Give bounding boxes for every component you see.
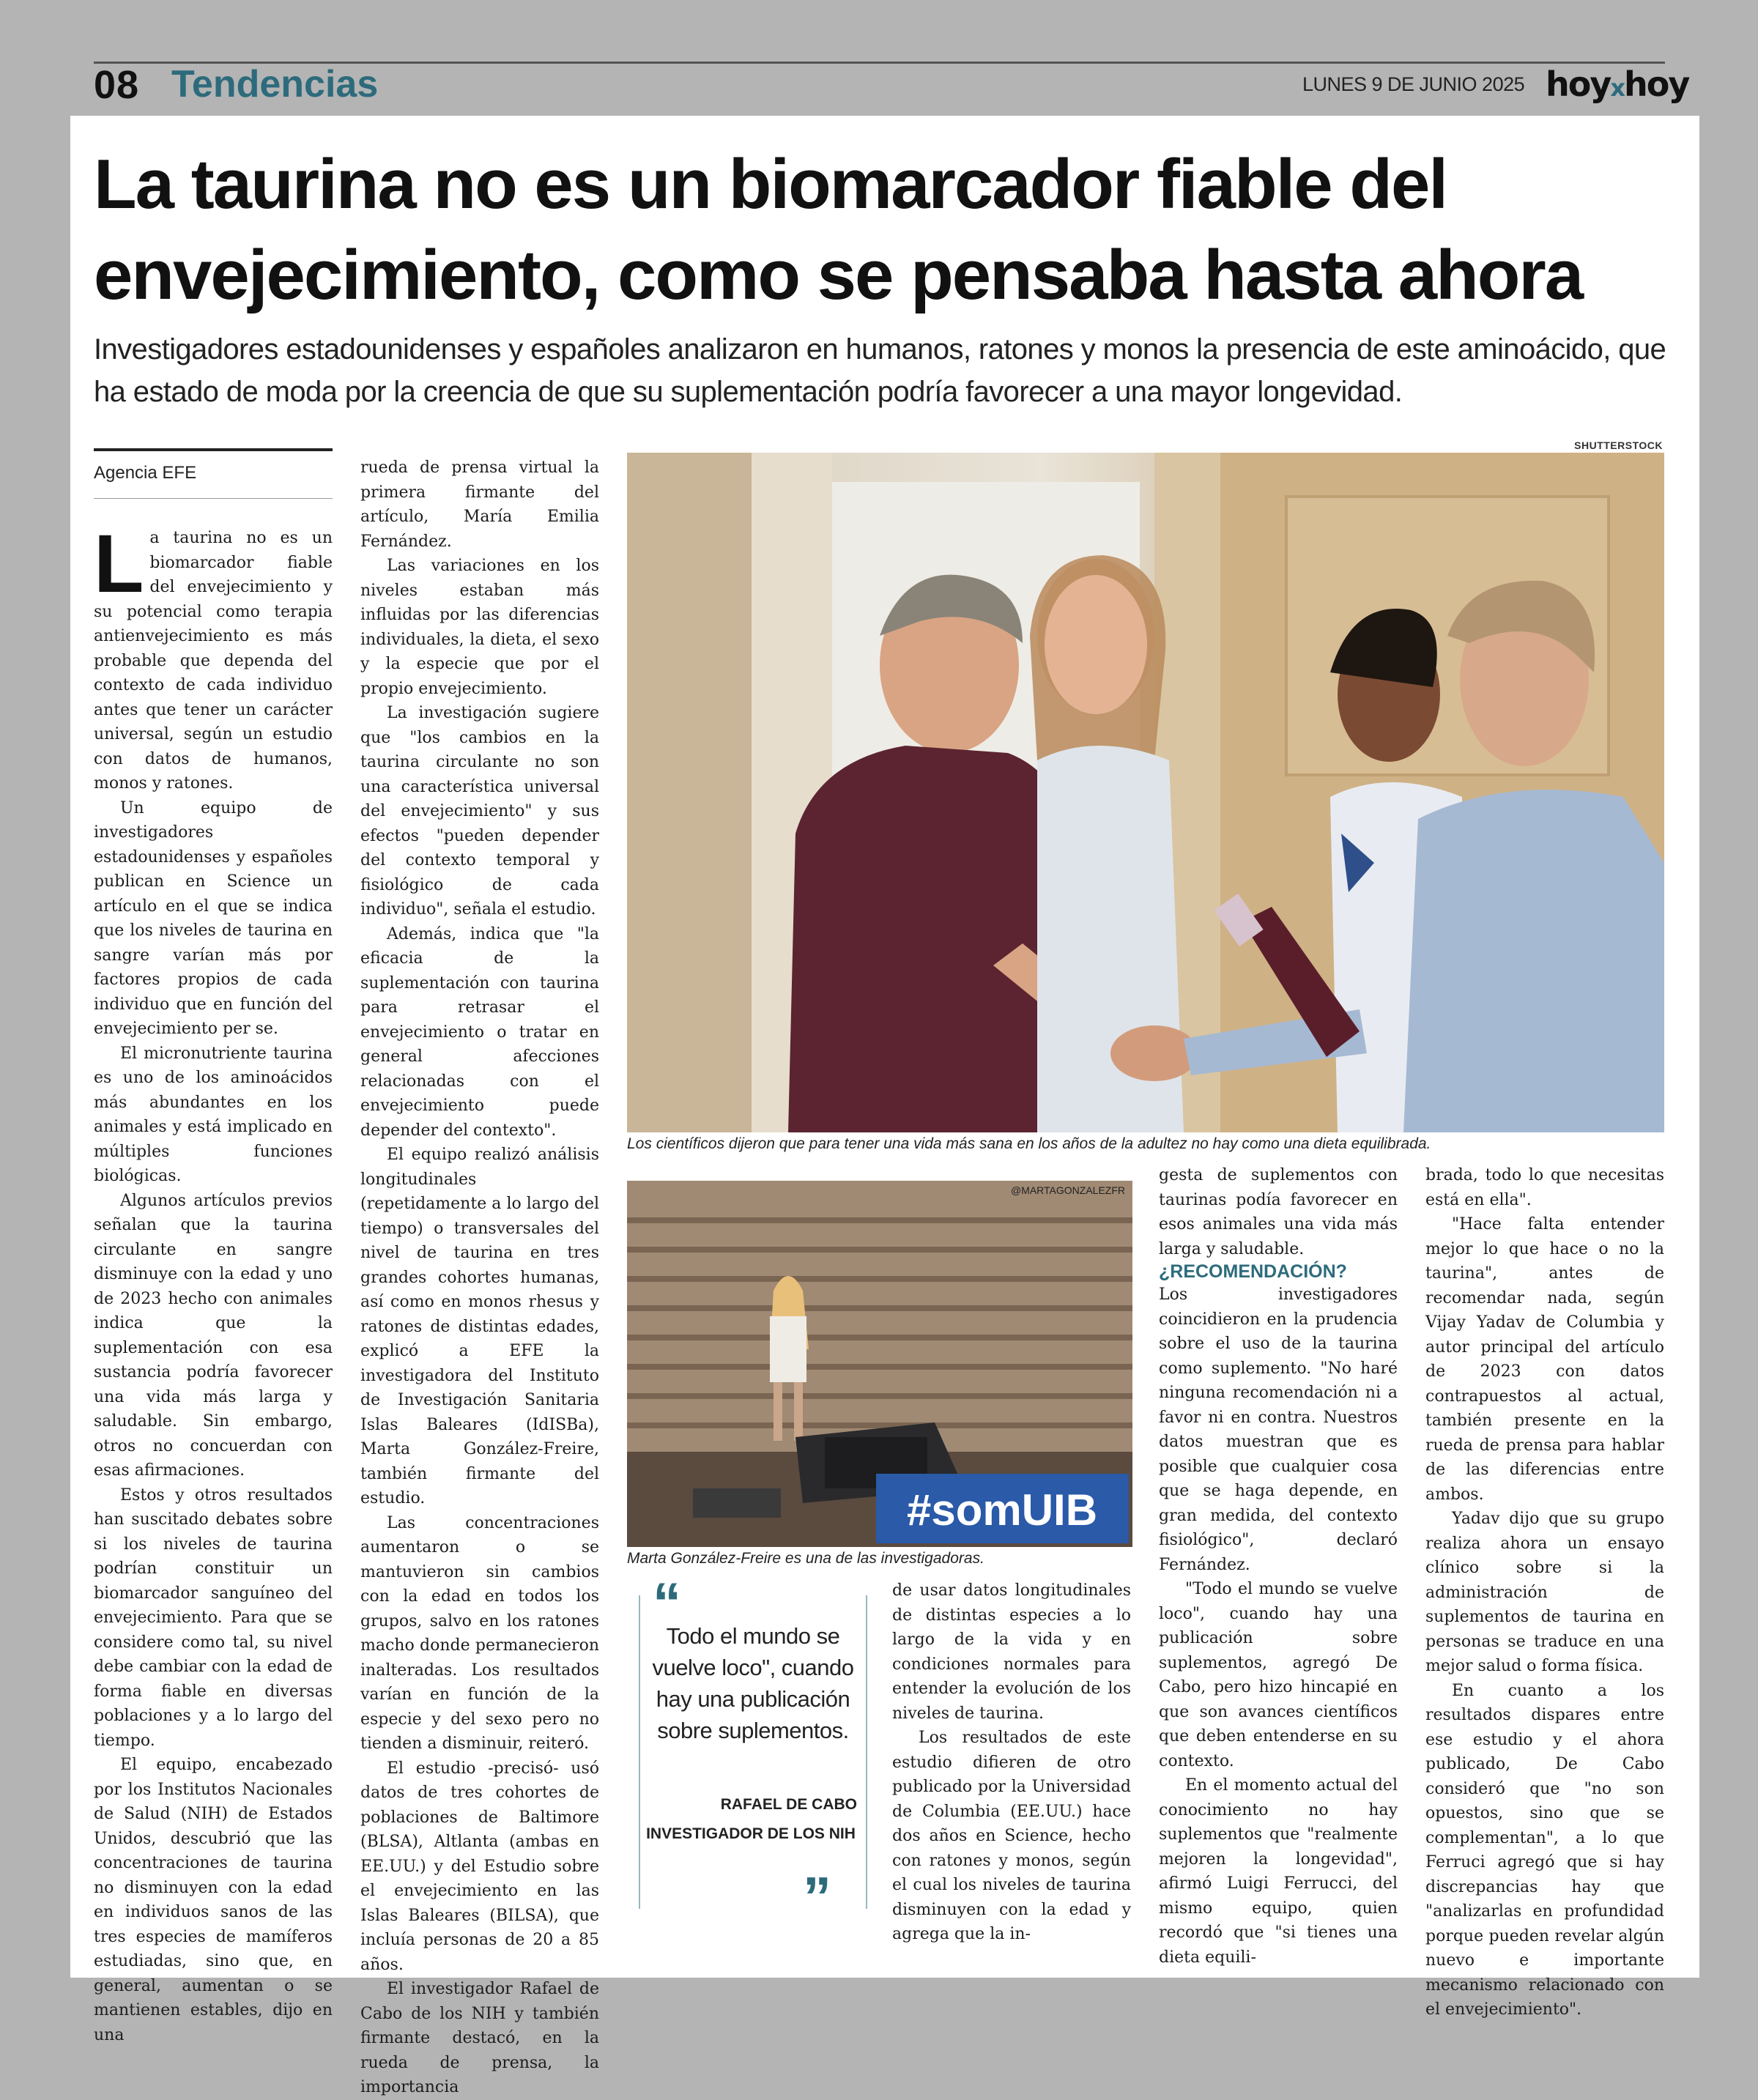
paragraph: La investigación sugiere que "los cambios en la taurina circulante no son una característica universal del envejecimiento" y sus efectos "pueden depender del contexto temporal y fisiológico de cada individuo", señala el estudio. xyxy=(360,704,599,919)
body-column-5 xyxy=(1425,1163,1664,2022)
paragraph: Algunos artículos previos señalan que la taurina circulante en sangre disminuye con la edad y uno de 2023 hecho con animales indica que la suplementación con esa sustancia podría favorecer una vida más larga y saludable. Sin embargo, otros no concuerdan con esas afirmaciones. xyxy=(94,1191,333,1480)
pull-quote-text: Todo el mundo se vuelve loco", cuando hay una publicación sobre suplementos. xyxy=(652,1623,854,1743)
body-column-1 xyxy=(94,518,333,2047)
paragraph: gesta de suplementos con taurinas podía favorecer en esos animales una vida más larga y saludable. xyxy=(1159,1166,1398,1258)
paragraph: El equipo realizó análisis longitudinales (repetidamente a lo largo del tiempo) o transversales del nivel de taurina en tres grandes cohortes humanas, así como en monos rhesus y ratones de distintas edades, explicó a EFE la investigadora del Instituto de Investigación Sanitaria Islas Baleares (IdISBa), Marta González-Freire, también firmante del estudio. xyxy=(360,1146,599,1507)
pull-quote-role: INVESTIGADOR DE LOS NIH xyxy=(646,1825,856,1842)
paragraph: El equipo, encabezado por los Institutos Nacionales de Salud (NIH) de Estados Unidos, descubrió que las concentraciones de taurina no disminuyen con la edad en individuos sanos de las tres especies de mamíferos estudiadas, sino que, en general, aumentan o se mantienen estables, dijo en una xyxy=(94,1756,333,2044)
photo-caption: Los científicos dijeron que para tener una vida más sana en los años de la adultez no hay como una dieta equilibrada. xyxy=(627,1135,1431,1152)
photo-credit: SHUTTERSTOCK xyxy=(1574,439,1663,451)
paragraph: Las variaciones en los niveles estaban más influidas por las diferencias individuales, la dieta, el sexo y la especie que por el propio envejecimiento. xyxy=(360,557,599,698)
byline-divider xyxy=(94,498,333,499)
issue-date: LUNES 9 DE JUNIO 2025 xyxy=(1302,73,1525,95)
photo-speaker-stage xyxy=(627,1181,1132,1547)
paragraph: Además, indica que "la eficacia de la suplementación con taurina para retrasar el envejecimiento o tratar en general afecciones relacionadas con el envejecimiento puede depender del contexto". xyxy=(360,924,599,1140)
close-quote-icon: ” xyxy=(798,1868,836,1926)
paragraph: El investigador Rafael de Cabo de los NIH y también firmante destacó, en la rueda de prensa, la importancia xyxy=(360,1980,599,2096)
byline: Agencia EFE xyxy=(94,463,197,483)
stage-shutter xyxy=(627,1181,1132,1459)
secondary-photo xyxy=(627,1181,1132,1547)
photo-caption: Marta González-Freire es una de las investigadoras. xyxy=(627,1550,984,1567)
photo-credit: @MARTAGONZALEZFR xyxy=(1010,1184,1125,1196)
paragraph: brada, todo lo que necesitas está en ella". xyxy=(1425,1166,1664,1209)
section-title: Tendencias xyxy=(171,63,379,105)
brand-right: hoy xyxy=(1623,64,1689,104)
main-photo xyxy=(627,453,1664,1132)
paragraph: de usar datos longitudinales de distintas especies a lo largo de la vida y en condiciones normales para entender la evolución de los niveles de taurina. xyxy=(892,1581,1131,1723)
section-subhead: ¿RECOMENDACIÓN? xyxy=(1159,1261,1347,1282)
paragraph: rueda de prensa virtual la primera firmante del artículo, María Emilia Fernández. xyxy=(360,459,599,551)
paragraph: Estos y otros resultados han suscitado debates sobre si los niveles de taurina podrían constituir un biomarcador sanguíneo del envejecimiento. Para que se considere como tal, su nivel debe cambiar con la edad de forma fiable en diversas poblaciones y a lo largo del tiempo. xyxy=(94,1485,333,1750)
paragraph: Las concentraciones aumentaron o se mantuvieron sin cambios con la edad en todos los grupos, salvo en los ratones macho donde permanecieron inalteradas. Los resultados varían en función de la especie y del sexo pero no tienden a disminuir, reiteró. xyxy=(360,1513,599,1753)
somuib-sign: #somUIB xyxy=(906,1485,1098,1535)
pull-quote-author: RAFAEL DE CABO xyxy=(720,1796,857,1813)
byline-rule xyxy=(94,448,333,451)
body-column-4 xyxy=(1159,1163,1398,1970)
paragraph: En cuanto a los resultados dispares entre ese estudio y el ahora publicado, De Cabo consideró que "no son opuestos, sino que se complementan", a lo que Ferruci agregó que si hay discrepancias hay que "analizarlas en profundidad porque pueden revelar algún nuevo e importante mecanismo relacionado con el envejecimiento". xyxy=(1425,1681,1664,2019)
body-column-2 xyxy=(360,456,599,2100)
paragraph: En el momento actual del conocimiento no hay suplementos que "realmente mejoren la longevidad", afirmó Luigi Ferrucci, del mismo equipo, quien recordó que "si tienes una dieta equili- xyxy=(1159,1776,1398,1967)
paragraph: "Hace falta entender mejor lo que hace o no la taurina", antes de recomendar nada, según Vijay Yadav de Columbia y autor principal del artículo de 2023 con datos contrapuestos al actual, también presente en la rueda de prensa para hablar de las diferencias entre ambos. xyxy=(1425,1215,1664,1504)
drop-cap: L xyxy=(94,518,144,609)
paragraph: Los investigadores coincidieron en la prudencia sobre el uso de la taurina como suplemento. "No haré ninguna recomendación ni a favor ni en contra. Nuestros datos muestran que es posible que cualquier cosa que se haga depende, en gran medida, del contexto fisiológico", declaró Fernández. xyxy=(1159,1285,1398,1574)
body-column-3 xyxy=(892,1578,1131,1947)
paragraph: El micronutriente taurina es uno de los aminoácidos más abundantes en los animales y está implicado en múltiples funciones biológicas. xyxy=(94,1044,333,1185)
paragraph: "Todo el mundo se vuelve loco", cuando hay una publicación sobre suplementos, agregó De Cabo, pero hizo hincapié en que son avances científicos que deben entenderse en su contexto. xyxy=(1159,1580,1398,1770)
brand-x: x xyxy=(1610,74,1624,102)
paragraph: Un equipo de investigadores estadounidenses y españoles publican en Science un artículo en el que se indica que los niveles de taurina en sangre varían más por factores propios de cada individuo que en función del envejecimiento per se. xyxy=(94,798,333,1038)
paragraph: La taurina no es un biomarcador fiable del envejecimiento y su potencial como terapia antienvejecimiento es más probable que dependa del contexto de cada individuo antes que tener un carácter universal, según un estudio con datos de humanos, monos y ratones. xyxy=(94,518,333,793)
paragraph: Yadav dijo que su grupo realiza ahora un ensayo clínico sobre si la administración de suplementos de taurina en personas se traduce en una mejor salud o forma física. xyxy=(1425,1510,1664,1675)
headline: La taurina no es un biomarcador fiable del envejecimiento, como se pensaba hasta ahora xyxy=(94,145,1583,314)
subheadline: Investigadores estadounidenses y españoles analizaron en humanos, ratones y monos la presencia de este aminoácido, que ha estado de moda por la creencia de que su suplementación podría favorecer a una mayor longevidad. xyxy=(94,333,1666,408)
paragraph: El estudio -precisó- usó datos de tres cohortes de poblaciones de Baltimore (BLSA), Altlanta (ambas en EE.UU.) y del Estudio sobre el envejecimiento en las Islas Baleares (BILSA), que incluía personas de 20 a 85 años. xyxy=(360,1759,599,1974)
paragraph: Los resultados de este estudio difieren de otro publicado por la Universidad de Columbia (EE.UU.) hace dos años en Science, hecho con ratones y monos, según el cual los niveles de taurina disminuyen con la edad y agrega que la in- xyxy=(892,1729,1131,1943)
newspaper-logo xyxy=(1546,64,1688,104)
open-quote-icon: “ xyxy=(648,1573,686,1632)
brand-left: hoy xyxy=(1546,64,1611,104)
photo-friends-greeting xyxy=(627,453,1664,1132)
page-number: 08 xyxy=(94,63,140,107)
